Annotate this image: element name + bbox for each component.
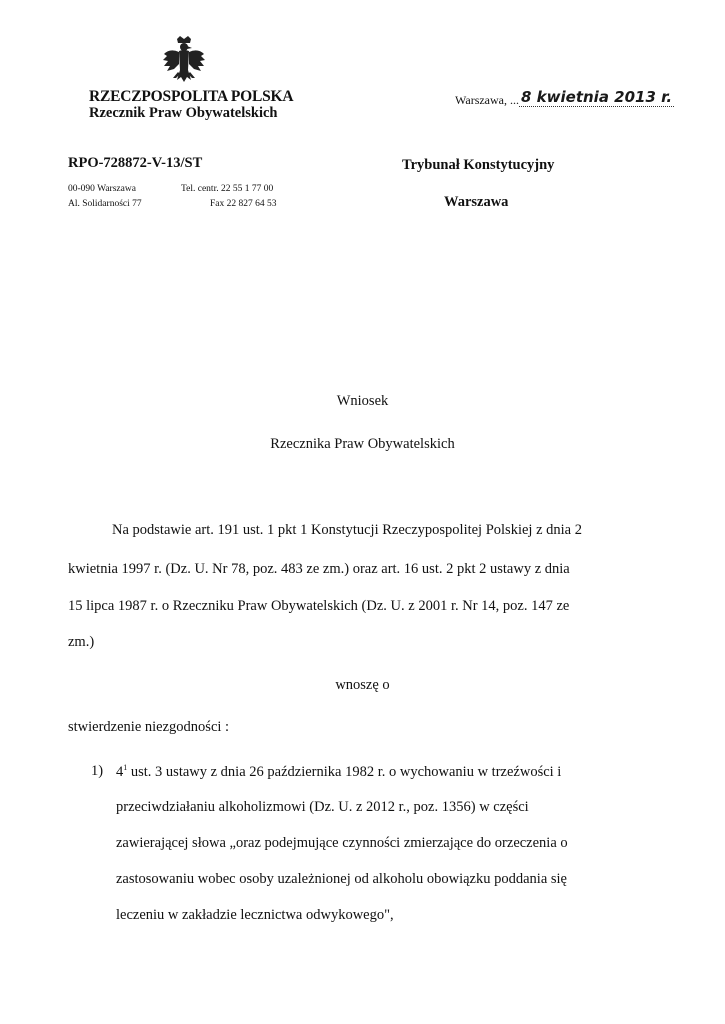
place-date-line — [455, 90, 674, 108]
document-title: Wniosek — [336, 393, 389, 409]
address-postal: 00-090 Warszawa — [68, 184, 136, 194]
list-item-line: zawierającej słowa „oraz podejmujące czynności zmierzające do orzeczenia o — [116, 835, 568, 851]
address-street: Al. Solidarności 77 — [68, 199, 142, 209]
list-item-number: 1) — [91, 763, 104, 779]
list-item-line: przeciwdziałaniu alkoholizmowi (Dz. U. z 2012 r., poz. 1356) w części — [116, 799, 529, 815]
organization-name: RZECZPOSPOLITA POLSKA — [89, 88, 294, 105]
phone-number: Tel. centr. 22 55 1 77 00 — [181, 184, 274, 194]
request-subject: stwierdzenie niezgodności : — [68, 719, 230, 735]
paragraph-line: kwietnia 1997 r. (Dz. U. Nr 78, poz. 483 ze zm.) oraz art. 16 ust. 2 pkt 2 ustawy z dnia — [68, 561, 570, 577]
article-superscript: 1 — [123, 763, 128, 772]
date-dots: ... — [510, 93, 520, 107]
place-label: Warszawa, — [455, 93, 508, 107]
recipient-name: Trybunał Konstytucyjny — [402, 157, 555, 173]
document-subtitle: Rzecznika Praw Obywatelskich — [270, 436, 455, 452]
organization-subtitle: Rzecznik Praw Obywatelskich — [89, 105, 278, 121]
paragraph-line: Na podstawie art. 191 ust. 1 pkt 1 Konstytucji Rzeczypospolitej Polskiej z dnia 2 — [112, 522, 582, 538]
paragraph-line: 15 lipca 1987 r. o Rzeczniku Praw Obywatelskich (Dz. U. z 2001 r. Nr 14, poz. 147 ze — [68, 598, 570, 614]
list-item-line: zastosowaniu wobec osoby uzależnionej od alkoholu obowiązku poddania się — [116, 871, 567, 887]
recipient-city: Warszawa — [444, 194, 509, 210]
article-number: 4 — [116, 763, 124, 780]
handwritten-date: 8 kwietnia 2013 r. — [521, 88, 673, 106]
fax-number: Fax 22 827 64 53 — [210, 199, 277, 209]
list-item-line: leczeniu w zakładzie lecznictwa odwykowego", — [116, 907, 394, 923]
polish-eagle-emblem-icon — [162, 36, 206, 90]
reference-number: RPO-728872-V-13/ST — [68, 155, 203, 171]
list-item-text: ust. 3 ustawy z dnia 26 października 1982 r. o wychowaniu w trzeźwości i — [127, 763, 562, 780]
request-heading: wnoszę o — [335, 677, 390, 693]
list-item-line — [116, 763, 561, 781]
paragraph-line: zm.) — [68, 634, 95, 650]
